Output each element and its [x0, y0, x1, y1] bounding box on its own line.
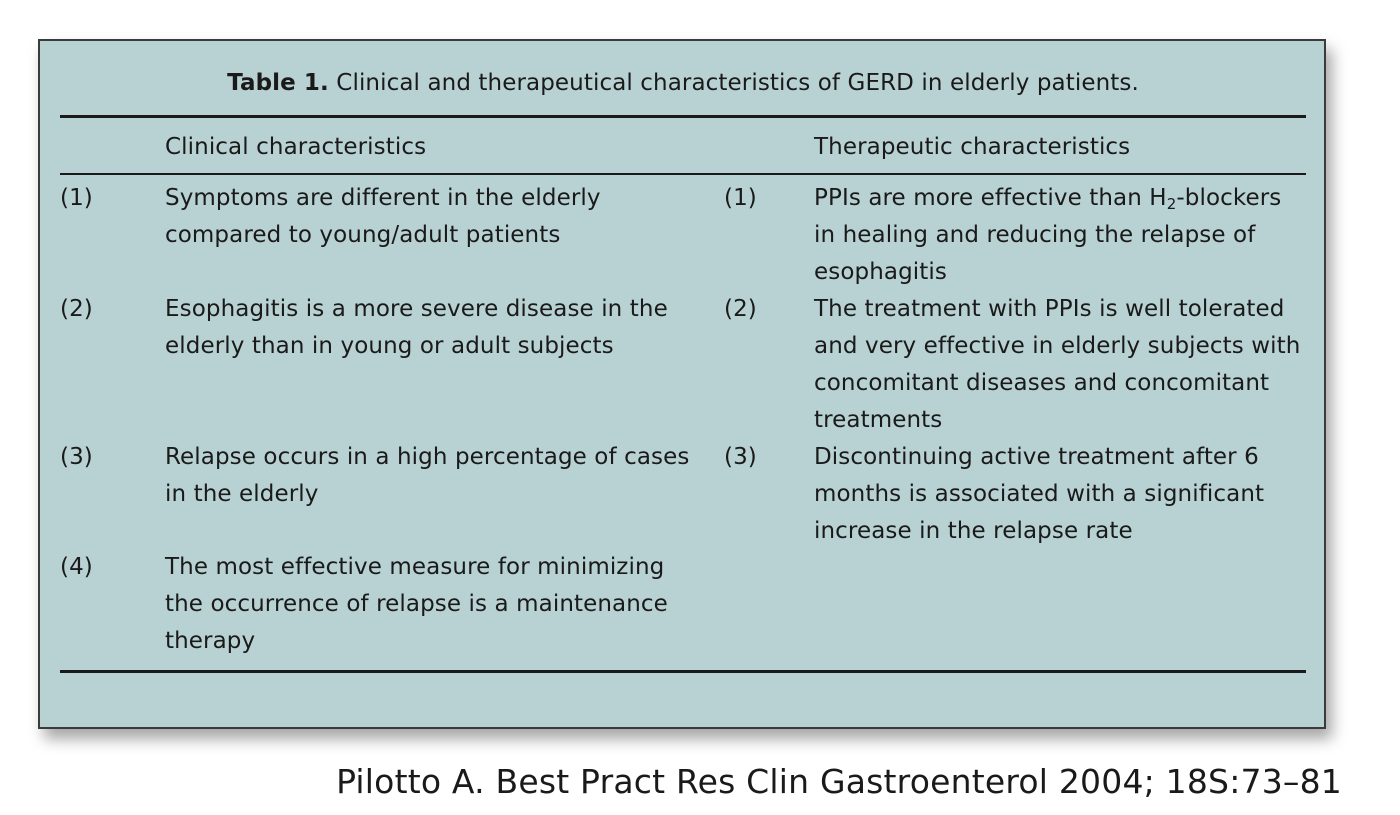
clinical-item-1: [165, 180, 601, 254]
therapeutic-item-2-line-2: and very effective in elderly subjects with: [814, 333, 1301, 359]
header-therapeutic: Therapeutic characteristics: [814, 134, 1131, 160]
clinical-item-4-line-1: The most effective measure for minimizing: [165, 554, 665, 580]
therapeutic-num-1: (1): [724, 185, 757, 211]
therapeutic-item-2-line-3: concomitant diseases and concomitant: [814, 370, 1270, 396]
clinical-item-1-line-1: Symptoms are different in the elderly: [165, 185, 601, 211]
clinical-item-1-line-2: compared to young/adult patients: [165, 222, 561, 248]
clinical-item-3: [165, 439, 689, 513]
clinical-item-3-line-2: in the elderly: [165, 481, 319, 507]
clinical-item-2-line-1: Esophagitis is a more severe disease in the: [165, 296, 668, 322]
therapeutic-num-2: (2): [724, 296, 757, 322]
clinical-item-4: [165, 549, 668, 660]
therapeutic-item-2-line-1: The treatment with PPIs is well tolerated: [814, 296, 1285, 322]
clinical-num-3: (3): [60, 444, 93, 470]
clinical-item-3-line-1: Relapse occurs in a high percentage of cases: [165, 444, 690, 470]
therapeutic-item-3: [814, 439, 1264, 550]
top-rule: [60, 115, 1306, 118]
clinical-num-2: (2): [60, 296, 93, 322]
citation: Pilotto A. Best Pract Res Clin Gastroenterol 2004; 18S:73–81: [336, 762, 1342, 801]
bottom-rule: [60, 670, 1306, 673]
header-clinical: Clinical characteristics: [165, 134, 427, 160]
therapeutic-item-3-line-3: increase in the relapse rate: [814, 518, 1133, 544]
therapeutic-item-3-line-2: months is associated with a significant: [814, 481, 1265, 507]
clinical-item-4-line-3: therapy: [165, 628, 256, 654]
therapeutic-item-2: [814, 291, 1300, 439]
therapeutic-num-3: (3): [724, 444, 757, 470]
therapeutic-item-1-line-2: in healing and reducing the relapse of: [814, 222, 1256, 248]
therapeutic-item-1-line-1: PPIs are more effective than $H_2$-blockers: [814, 185, 1282, 213]
clinical-num-1: (1): [60, 185, 93, 211]
therapeutic-item-1: [814, 180, 1281, 291]
table-caption: [0, 70, 1366, 96]
therapeutic-item-1-line-3: esophagitis: [814, 259, 947, 285]
table-caption-label: Table 1.: [227, 70, 329, 96]
header-rule: [60, 173, 1306, 175]
therapeutic-item-3-line-1: Discontinuing active treatment after 6: [814, 444, 1259, 470]
clinical-item-2: [165, 291, 668, 365]
clinical-num-4: (4): [60, 554, 93, 580]
therapeutic-item-2-line-4: treatments: [814, 407, 943, 433]
clinical-item-2-line-2: elderly than in young or adult subjects: [165, 333, 614, 359]
table-caption-text: Clinical and therapeutical characteristics of GERD in elderly patients.: [336, 70, 1139, 96]
clinical-item-4-line-2: the occurrence of relapse is a maintenance: [165, 591, 668, 617]
